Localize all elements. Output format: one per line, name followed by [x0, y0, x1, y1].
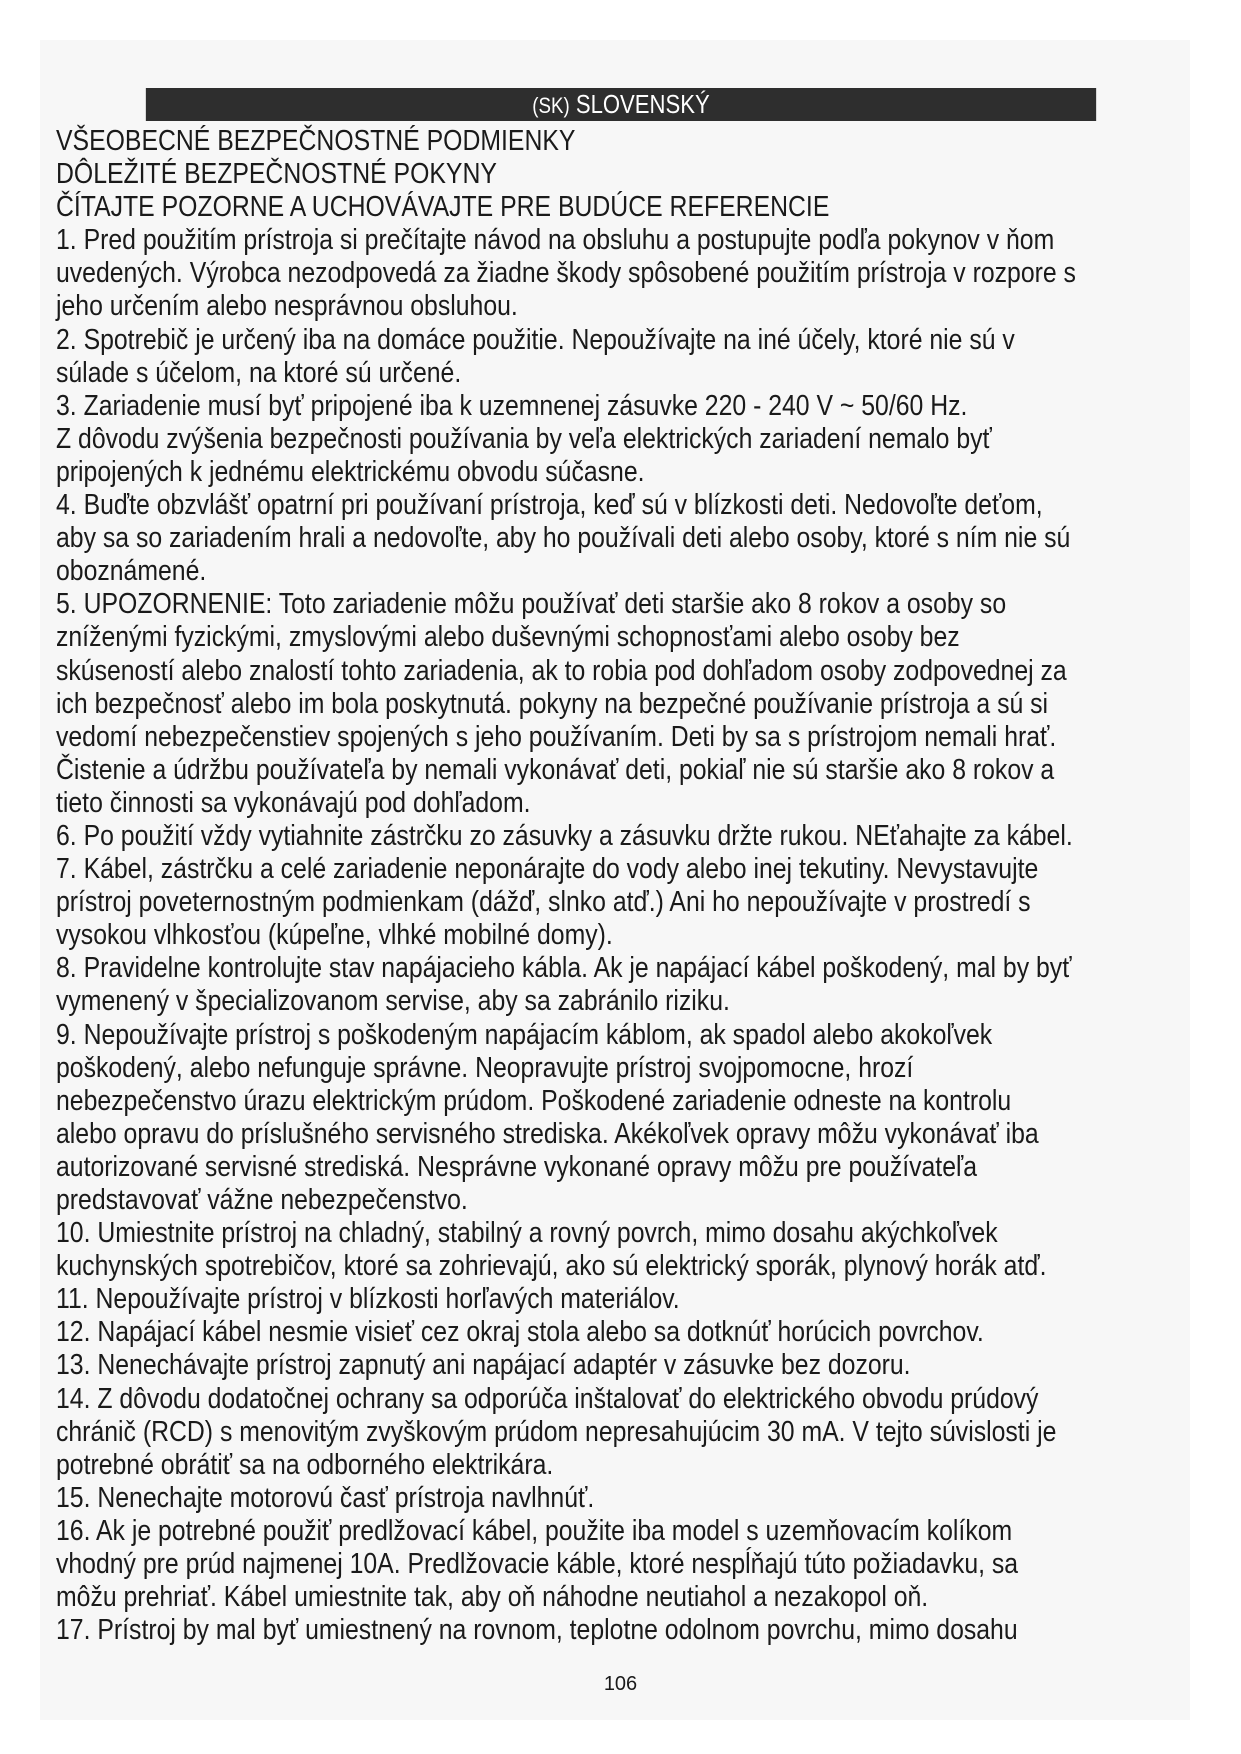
text-line: aby sa so zariadením hrali a nedovoľte, aby ho používali deti alebo osoby, ktoré s ním nie sú: [56, 522, 1071, 555]
page-number: 106: [603, 1673, 638, 1695]
text-line: jeho určením alebo nesprávnou obsluhou.: [56, 290, 518, 323]
text-line: 14. Z dôvodu dodatočnej ochrany sa odporúča inštalovať do elektrického obvodu prúdový: [56, 1382, 1039, 1415]
text-line: 9. Nepoužívajte prístroj s poškodeným napájacím káblom, ak spadol alebo akokoľvek: [56, 1018, 993, 1051]
text-line: 15. Nenechajte motorovú časť prístroja navlhnúť.: [56, 1481, 595, 1514]
text-line: 1. Pred použitím prístroja si prečítajte návod na obsluhu a postupujte podľa pokynov v ňom: [56, 224, 1055, 257]
text-line: 16. Ak je potrebné použiť predlžovací kábel, použite iba model s uzemňovacím kolíkom: [56, 1514, 1013, 1547]
text-line: 2. Spotrebič je určený iba na domáce použitie. Nepoužívajte na iné účely, ktoré nie sú v: [56, 323, 1015, 356]
text-line: potrebné obrátiť sa na odborného elektrikára.: [56, 1448, 554, 1481]
text-line: zníženými fyzickými, zmyslovými alebo duševnými schopnosťami alebo osoby bez: [56, 621, 960, 654]
text-line: ČÍTAJTE POZORNE A UCHOVÁVAJTE PRE BUDÚCE REFERENCIE: [56, 191, 830, 224]
text-line: tieto činnosti sa vykonávajú pod dohľadom.: [56, 786, 531, 819]
text-line: vhodný pre prúd najmenej 10A. Predlžovacie káble, ktoré nespĺňajú túto požiadavku, sa: [56, 1548, 1019, 1581]
text-line: vysokou vlhkosťou (kúpeľne, vlhké mobilné domy).: [56, 919, 613, 952]
text-line: 4. Buďte obzvlášť opatrní pri používaní prístroja, keď sú v blízkosti deti. Nedovoľte deťom,: [56, 489, 1043, 522]
text-line: 3. Zariadenie musí byť pripojené iba k uzemnenej zásuvke 220 - 240 V ~ 50/60 Hz.: [56, 389, 968, 422]
text-line: nebezpečenstvo úrazu elektrickým prúdom. Poškodené zariadenie odneste na kontrolu: [56, 1084, 1012, 1117]
text-line: 5. UPOZORNENIE: Toto zariadenie môžu používať deti staršie ako 8 rokov a osoby so: [56, 588, 1007, 621]
text-line: 6. Po použití vždy vytiahnite zástrčku zo zásuvky a zásuvku držte rukou. NEťahajte za kábel.: [56, 819, 1073, 852]
text-line: 8. Pravidelne kontrolujte stav napájacieho kábla. Ak je napájací kábel poškodený, mal by byť: [56, 952, 1072, 985]
language-title: SLOVENSKÝ: [575, 89, 710, 119]
instructions-text: [56, 125, 1159, 1647]
text-line: uvedených. Výrobca nezodpovedá za žiadne škody spôsobené použitím prístroja v rozpore s: [56, 257, 1076, 290]
text-line: alebo opravu do príslušného servisného strediska. Akékoľvek opravy môžu vykonávať iba: [56, 1117, 1039, 1150]
language-header-bar: [146, 88, 1096, 121]
text-line: 13. Nenechávajte prístroj zapnutý ani napájací adaptér v zásuvke bez dozoru.: [56, 1349, 911, 1382]
text-line: môžu prehriať. Kábel umiestnite tak, aby oň náhodne neutiahol a nezakopol oň.: [56, 1581, 929, 1614]
language-code: (SK): [532, 93, 570, 118]
text-line: 17. Prístroj by mal byť umiestnený na rovnom, teplotne odolnom povrchu, mimo dosahu: [56, 1614, 1018, 1647]
text-line: VŠEOBECNÉ BEZPEČNOSTNÉ PODMIENKY: [56, 125, 576, 157]
text-line: vymenený v špecializovanom servise, aby sa zabránilo riziku.: [56, 985, 730, 1018]
text-line: prístroj poveternostným podmienkam (dážď, slnko atď.) Ani ho nepoužívajte v prostredí s: [56, 886, 1031, 919]
text-line: kuchynských spotrebičov, ktoré sa zohrievajú, ako sú elektrický sporák, plynový horák atď.: [56, 1250, 1047, 1283]
text-line: 12. Napájací kábel nesmie visieť cez okraj stola alebo sa dotknúť horúcich povrchov.: [56, 1316, 984, 1349]
text-line: Čistenie a údržbu používateľa by nemali vykonávať deti, pokiaľ nie sú staršie ako 8 rokov a: [56, 753, 1055, 786]
text-line: ich bezpečnosť alebo im bola poskytnutá. pokyny na bezpečné používanie prístroja a sú si: [56, 687, 1049, 720]
text-line: skúseností alebo znalostí tohto zariadenia, ak to robia pod dohľadom osoby zodpovednej za: [56, 654, 1067, 687]
text-line: 7. Kábel, zástrčku a celé zariadenie neponárajte do vody alebo inej tekutiny. Nevystavujte: [56, 853, 1039, 886]
text-line: Z dôvodu zvýšenia bezpečnosti používania by veľa elektrických zariadení nemalo byť: [56, 422, 992, 455]
text-line: 11. Nepoužívajte prístroj v blízkosti horľavých materiálov.: [56, 1283, 680, 1316]
text-line: 10. Umiestnite prístroj na chladný, stabilný a rovný povrch, mimo dosahu akýchkoľvek: [56, 1217, 998, 1250]
text-line: poškodený, alebo nefunguje správne. Neopravujte prístroj svojpomocne, hrozí: [56, 1051, 914, 1084]
text-line: pripojených k jednému elektrickému obvodu súčasne.: [56, 455, 645, 488]
text-line: predstavovať vážne nebezpečenstvo.: [56, 1184, 468, 1216]
text-line: oboznámené.: [56, 555, 207, 588]
text-line: chránič (RCD) s menovitým zvyškovým prúdom nepresahujúcim 30 mA. V tejto súvislosti je: [56, 1415, 1057, 1448]
text-line: autorizované servisné strediská. Nesprávne vykonané opravy môžu pre používateľa: [56, 1150, 978, 1183]
text-line: DÔLEŽITÉ BEZPEČNOSTNÉ POKYNY: [56, 158, 497, 191]
text-line: súlade s účelom, na ktoré sú určené.: [56, 356, 462, 389]
text-line: vedomí nebezpečenstiev spojených s jeho používaním. Deti by sa s prístrojom nemali hrať.: [56, 720, 1057, 753]
